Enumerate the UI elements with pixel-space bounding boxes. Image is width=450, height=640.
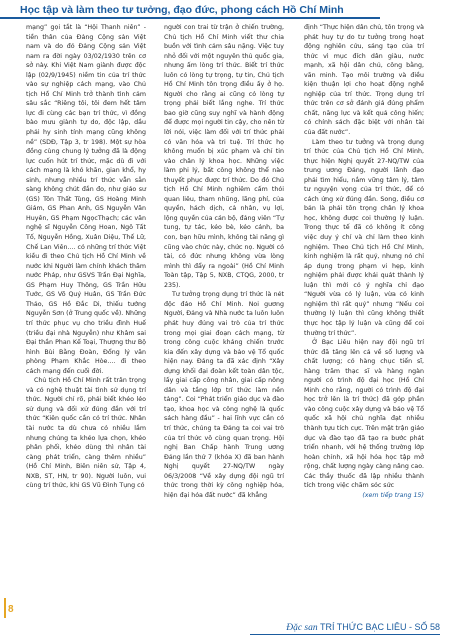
page-number-rule <box>4 598 6 618</box>
special-issue-label: Đặc san <box>286 623 318 633</box>
text-column-2 <box>164 23 284 500</box>
magazine-name: TRÍ THỨC BẠC LIÊU - SỐ 58 <box>319 622 440 632</box>
footer <box>250 622 440 633</box>
paragraph: Tư tưởng trọng dụng trí thức là nét độc đáo Hồ Chí Minh. Noi gương Người, Đảng và Nhà nước ta luôn luôn phát huy đúng vai trò của trí thức trong mọi giai đoạn cách mạng, từ trong công cuộc kháng chiến trước kia đến xây dựng và bảo vệ Tổ quốc hiện nay. Đảng ta đã xác định “Xây dựng khối đại đoàn kết toàn dân tộc, lấy giai cấp công nhân, giai cấp nông dân và tầng lớp trí thức làm nền tảng”. Coi “Phát triển giáo dục và đào tạo, khoa học và công nghệ là quốc sách hàng đầu” - hai lĩnh vực cần có trí thức, chúng ta Đảng ta coi vai trò của trí thức vô cùng quan trọng. Hội nghị Ban Chấp hành Trung ương Đảng lần thứ 7 (khóa X) đã ban hành Nghị quyết 27-NQ/TW ngày 06/3/2008 “Về xây dựng đội ngũ trí thức trong thời kỳ công nghiệp hóa, hiện đại hóa đất nước” đã khẳng <box>164 291 284 499</box>
paragraph: Làm theo tư tưởng và trọng dụng trí thức của Chủ tịch Hồ Chí Minh, thực hiện Nghị quyết 27-NQ/TW của trung ương Đảng, người lãnh đạo phải tìm hiểu, nắm vững tâm lý, tâm tư nguyện vọng của trí thức, để có cách ứng xử đúng đắn. Song, điều cơ bản là phải tôn trọng chân lý khoa học, không được coi thường lý luận. Trong thực tế đã có không ít công việc duy ý chí và chỉ làm theo kinh nghiệm. Theo Chủ tịch Hồ Chí Minh, kinh nghiệm là rất quý, nhưng nó chỉ áp dụng trong phạm vi hẹp, kinh nghiệm phải được khái quát thành lý luận thì mới có ý nghĩa chỉ đạo “Người vừa có lý luận, vừa có kinh nghiệm thì rất quý” nhưng “Nếu coi thường lý luận thì cũng không thiết thực học tập lý luận và cũng để coi thường trí thức”. <box>304 138 424 337</box>
page-number: 8 <box>8 604 14 615</box>
footer-rule <box>250 634 440 635</box>
paragraph: người con trai từ trận ở chiến trường, Chủ tịch Hồ Chí Minh viết thư chia buồn với tình cảm sâu nặng. Việc tuy nhỏ đối với một nguyên thủ quốc gia, nhưng ấm lòng trí thức. Biết trí thức luôn có lòng tự trọng, tự tin, Chủ tịch Hồ Chí Minh tôn trọng điều ấy ở họ. Người cho rằng ai cũng có lòng tự trọng phải biết lắng nghe. Trí thức bao giờ cũng suy nghĩ và hành động để được mọi người tin cậy, cho nên từ lời nói, việc làm đối với trí thức phải có văn hóa và tri tuệ. Trí thức họ không muốn bị xúc phạm và chỉ tin vào chân lý khoa học. Những việc làm phi lý, bất công không thể nào thuyết phục được trí thức. Do đó Chủ tịch Hồ Chí Minh nghiêm cấm thói quan liêu, tham nhũng, lãng phí, của quyền, hách dịch, cả nhân, vụ lợi, lộng quyền của cán bộ, đảng viên “Tự tung, tự tác, kéo bè, kéo cánh, ba con, bạn hữu mình, không tài năng gì cũng vào chức này, chức nọ. Người có tài, có đức nhưng không vừa lòng mình thì đẩy ra ngoài” (Hồ Chí Minh Toàn tập, Tập 5, NXB, CTQG, 2000, tr 235). <box>164 24 284 289</box>
paragraph: Ở Bạc Liêu hiện nay đội ngũ trí thức đã tăng lên cả về số lượng và chất lượng; có hàng chục tiến sĩ, hàng trăm thạc sĩ và hàng ngàn người có trình độ đại học (Hồ Chí Minh cho rằng, người có trình độ đại học trở lên là trí thức) đã góp phần vào công cuộc xây dựng và bảo vệ Tổ quốc xã hội chủ nghĩa đạt nhiều thành tựu tích cực. Trên mặt trận giáo dục và đào tạo đã tạo ra bước phát triển nhanh, với hệ thống trường lớp hoàn chỉnh, xã hội hóa học tập mở rộng, chất lượng ngày càng nâng cao. Các thầy thuốc đã lập nhiều thành tích trong việc chăm sóc sức <box>304 339 424 490</box>
continued-note: (xem tiếp trang 15) <box>362 491 424 499</box>
paragraph: Chủ tịch Hồ Chí Minh rất trân trọng và có nghệ thuật tài tình sử dụng trí thức. Người chỉ rõ, phải biết khéo léo sử dụng và đối xử đúng đắn với trí thức “Kiên quốc cần có trí thức. Nhân tài nước ta dù chưa có nhiều lắm nhưng chúng ta khéo lựa chọn, khéo phân phối, khéo dùng thì nhân tài càng phát triển, càng thêm nhiều” (Hồ Chí Minh, Biên niên sử, Tập 4, NXB, ST, HN, tr 90). Người luôn, vui cùng trí thức, khi GS Vũ Đình Tụng có <box>26 377 146 490</box>
header-rule <box>0 17 380 19</box>
paragraph: định “Thực hiện dân chủ, tôn trọng và phát huy tự do tư tưởng trong hoạt động nghiên cứu, sáng tạo của trí thức vì mục đích dân giàu, nước mạnh, xã hội dân chủ, công bằng, văn minh. Tạo môi trường và điều kiện thuận lợi cho hoạt động nghề nghiệp của trí thức. Trọng dụng trí thức trên cơ sở đánh giá đúng phẩm chất, năng lực và kết quả công hiến; có chính sách đặc biệt với nhân tài của đất nước”. <box>304 24 424 137</box>
text-column-1 <box>26 23 146 491</box>
paragraph: mạng” gọi tắt là “Hội Thanh niên” - tiền thân của Đảng Cộng sản Việt nam và do đó Đảng Cộng sản Việt nam ra đời ngày 03/02/1930 trên cơ sở này. Khi Việt Nam giành được độc lập (02/9/1945) niềm tin của trí thức vào sự nghiệp cách mạng, vào Chủ tịch Hồ Chí Minh trở thành tình cảm sâu sắc “Riêng tôi, tôi đem hết tâm lực đi cùng các bạn trí thức, vì đồng bào mưu giành tự do, độc lập, dầu phải hy sinh tính mạng cũng không nề” (SDĐ, Tập 3, tr 198). Một sự hòa đồng cùng chung lý tưởng đã là động lực cuốn hút trí thức, mặc dù đi với cách mạng là khó khăn, gian khổ, hy sinh, nhưng nhiều trí thức vẫn sẵn sàng không chút đắn đo, như giáo sư (GS) Tôn Thất Tùng, GS Hoàng Minh Giám, GS Phan Anh, GS Nguyễn Văn Huyên, GS Phạm NgọcThạch; các văn nghệ sĩ Nguyễn Công Hoan, Ngô Tất Tố, Nguyễn Hồng, Xuân Diệu, Thế Lữ, Chế Lan Viên.... có những trí thức Việt kiều đi theo Chủ tịch Hồ Chí Minh về nước khi Người làm chính khách thăm nước Pháp, như GSVS Trần Đại Nghĩa, GS Phạm Huy Thông, GS Trần Hữu Tước, GS Võ Quý Huân, GS Trần Đức Thảo, GS Hồ Đắc Di, thiếu tướng Nguyễn Sơn (ở Trung quốc về). Những trí thức phục vụ cho triều đình Huế (triều đại nhà Nguyễn) như Khâm sai Đại thần Phan Kế Toại, Thượng thư Bộ hình Bùi Bằng Đoàn, Đổng lý văn phòng Phạm Khắc Hòe.... đi theo cách mạng đến cuối đời. <box>26 24 146 375</box>
text-column-3 <box>304 23 424 500</box>
section-title: Học tập và làm theo tư tưởng, đạo đức, phong cách Hồ Chí Minh <box>20 4 344 16</box>
